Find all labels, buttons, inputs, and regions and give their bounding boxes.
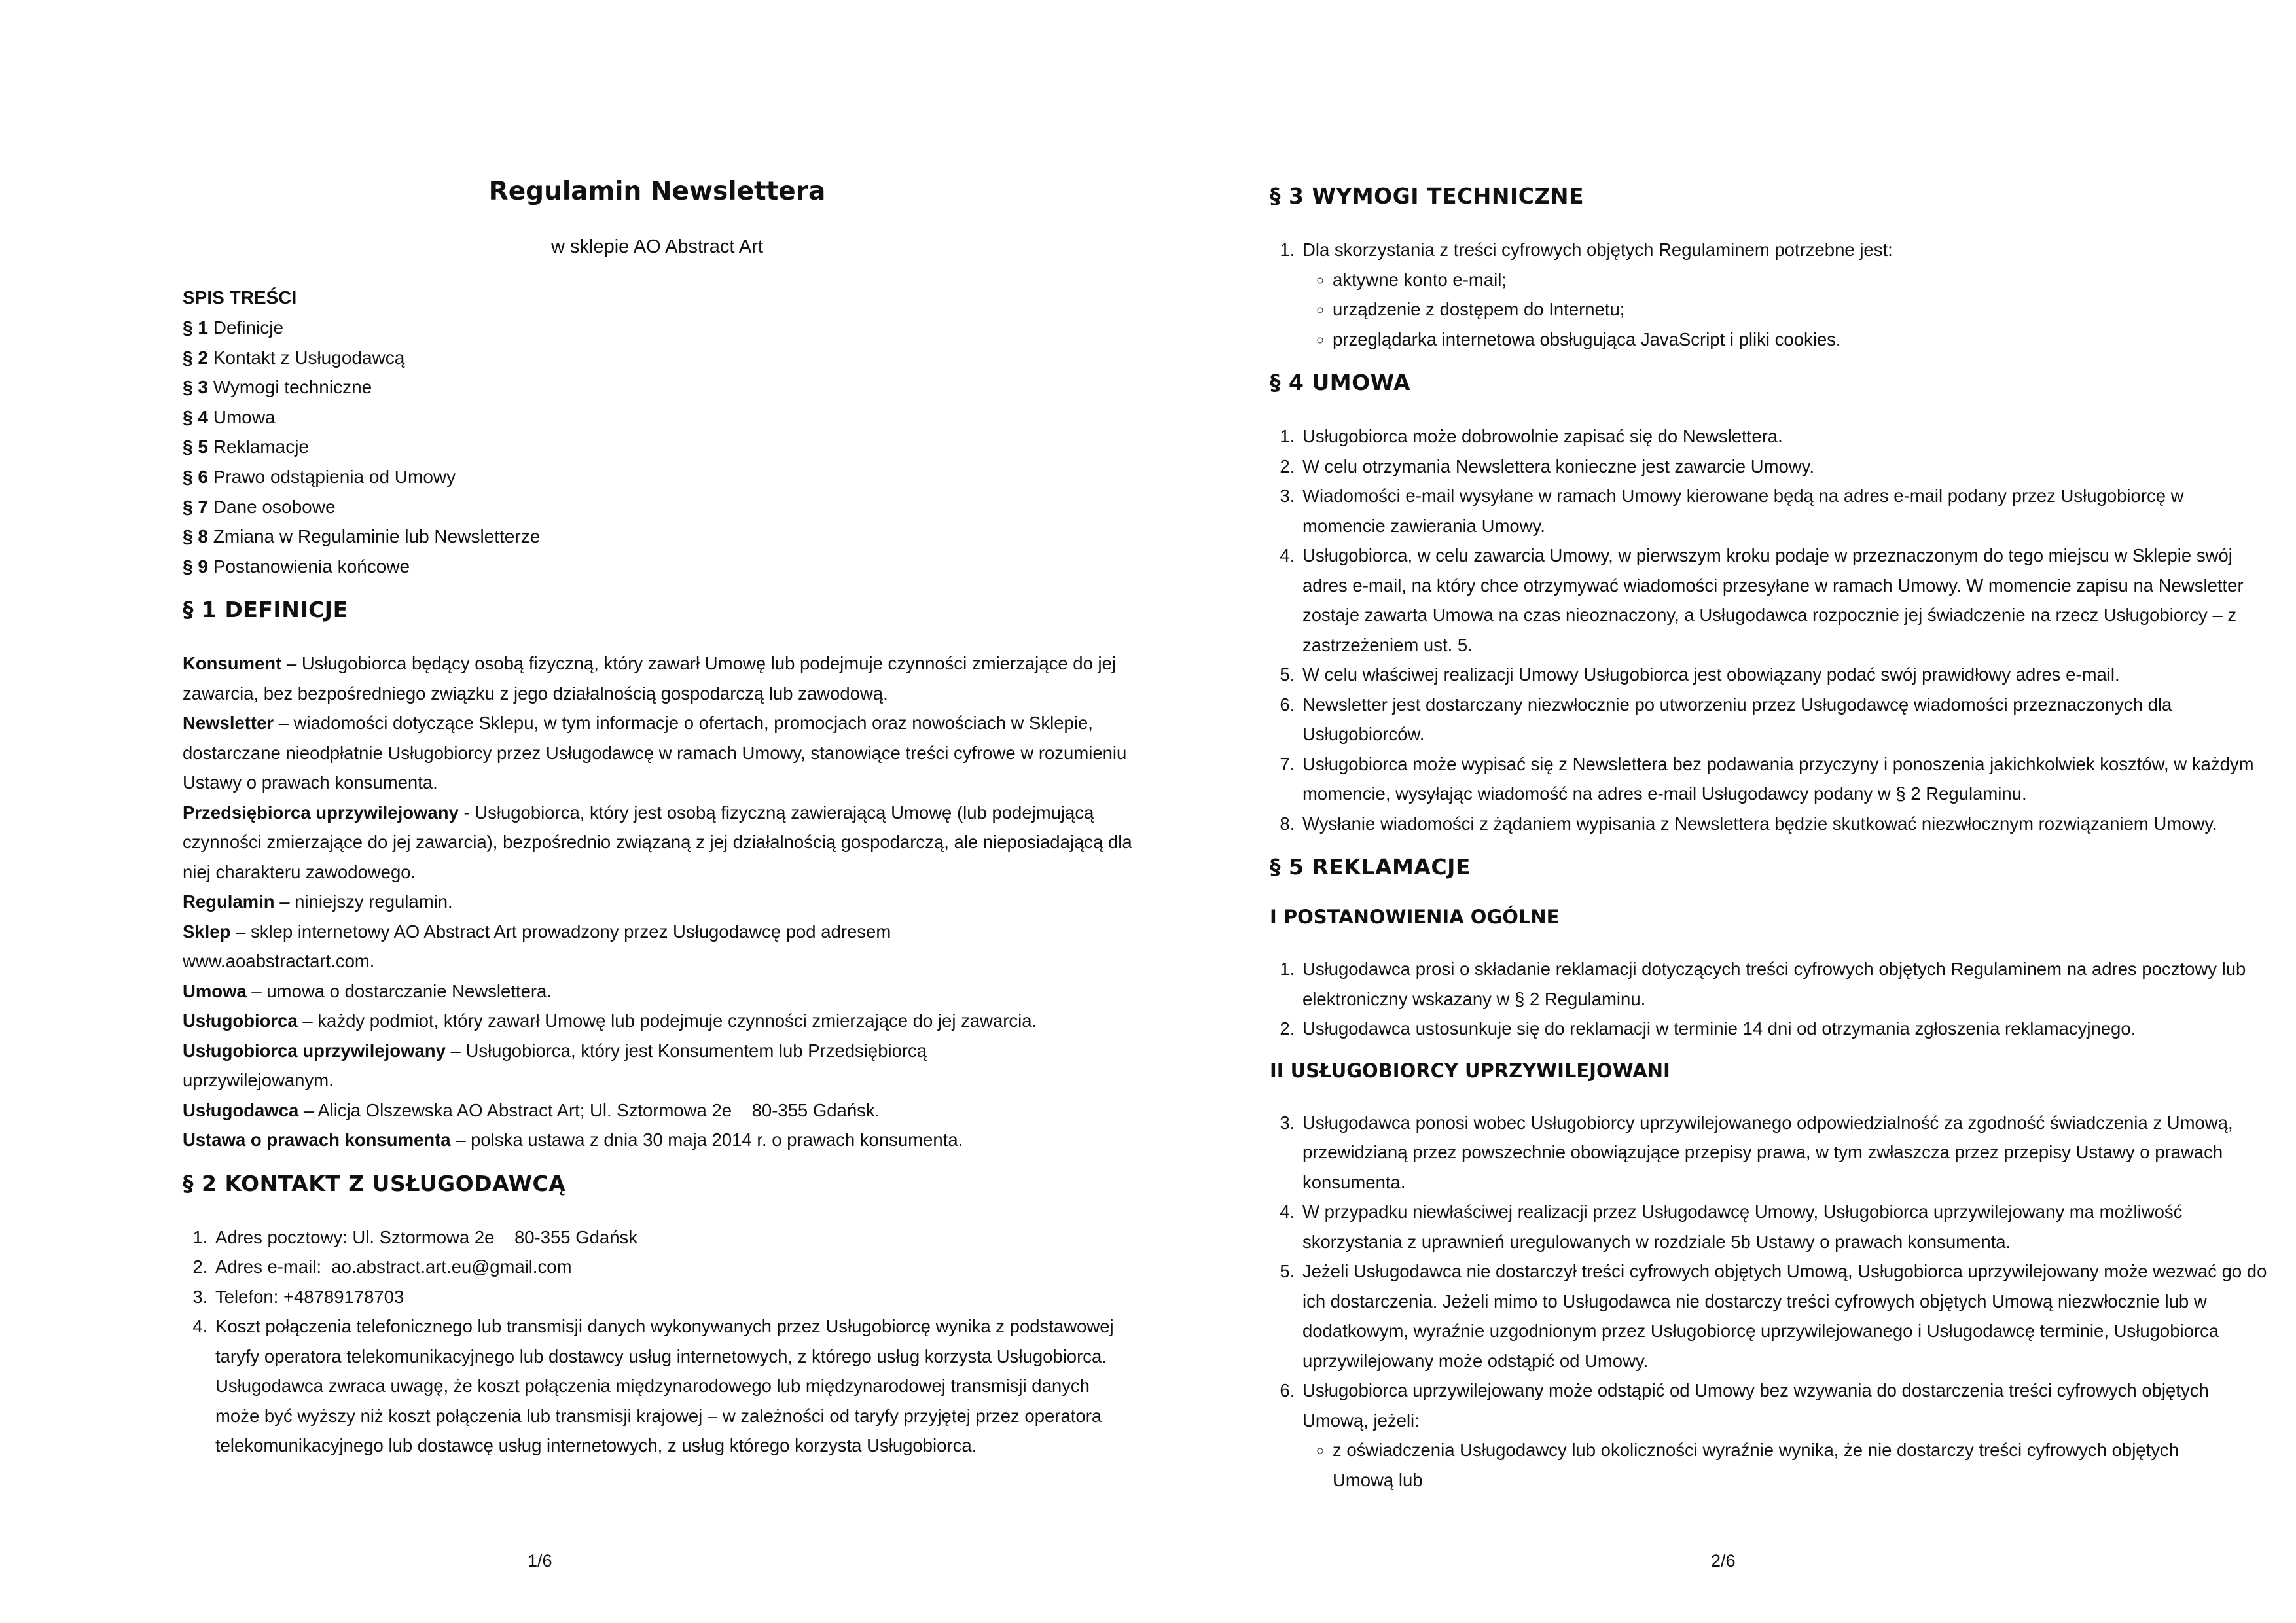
list-item: 1. Usługobiorca może dobrowolnie zapisać się do Newslettera. bbox=[1300, 421, 2271, 452]
list-item: 5. W celu właściwej realizacji Umowy Usługobiorca jest obowiązany podać swój prawidłowy adres e-mail. bbox=[1300, 660, 2271, 690]
agreement-list bbox=[1270, 421, 2271, 838]
toc-item[interactable] bbox=[183, 492, 1138, 522]
toc-item[interactable] bbox=[183, 552, 1138, 582]
toc-item[interactable] bbox=[183, 522, 1138, 552]
definition-term: Usługobiorca uprzywilejowany bbox=[183, 1040, 446, 1061]
list-item: 3. Wiadomości e-mail wysyłane w ramach Umowy kierowane będą na adres e-mail podany przez Usługobiorcę w momencie zawierania Umowy. bbox=[1300, 481, 2271, 541]
list-item bbox=[1300, 1376, 2271, 1495]
list-item-text: Dla skorzystania z treści cyfrowych objętych Regulaminem potrzebne jest: bbox=[1302, 240, 1893, 260]
page-1-content bbox=[183, 177, 1138, 1474]
definition bbox=[183, 649, 1138, 708]
list-item: 3. Telefon: +48789178703 bbox=[213, 1282, 1138, 1312]
list-item: 4. Usługobiorca, w celu zawarcia Umowy, w pierwszym kroku podaje w przeznaczonym do tego miejscu w Sklepie swój adres e-mail, na który chce otrzymywać wiadomości przesyłane w ramach Umowy. W momencie zapisu na Newsletter zostaje zawarta Umowa na czas nieoznaczony, a Usługodawca rozpocznie jej świadczenie na rzecz Usługobiorcy – z zastrzeżeniem ust. 5. bbox=[1300, 541, 2271, 660]
toc-item[interactable] bbox=[183, 343, 1138, 373]
toc-item-label: Definicje bbox=[213, 317, 284, 338]
definition-text: – Alicja Olszewska AO Abstract Art; Ul. Sztormowa 2e 80-355 Gdańsk. bbox=[298, 1099, 880, 1120]
definition-text: – niniejszy regulamin. bbox=[274, 891, 453, 912]
section-4-heading: § 4 UMOWA bbox=[1270, 370, 1411, 395]
definition-text: – polska ustawa z dnia 30 maja 2014 r. o prawach konsumenta. bbox=[450, 1130, 963, 1150]
toc-item-number: § 4 bbox=[183, 406, 208, 427]
section-2-heading: § 2 KONTAKT Z USŁUGODAWCĄ bbox=[183, 1170, 566, 1196]
definition bbox=[183, 1006, 1138, 1036]
subsection-heading: I POSTANOWIENIA OGÓLNE bbox=[1270, 906, 1560, 928]
toc-item[interactable] bbox=[183, 432, 1138, 462]
complaints-general-list bbox=[1270, 954, 2271, 1044]
list-item bbox=[1300, 235, 2271, 354]
definition-text: – umowa o dostarczanie Newslettera. bbox=[246, 980, 552, 1001]
table-of-contents bbox=[183, 313, 1138, 581]
page-2-content bbox=[1270, 183, 2271, 1508]
document-subtitle: w sklepie AO Abstract Art bbox=[551, 236, 763, 257]
list-item: 3. Usługodawca ponosi wobec Usługobiorcy uprzywilejowanego odpowiedzialność za zgodność świadczenia z Umową, przewidzianą przez powszechnie obowiązujące przepisy prawa, w tym zwłaszcza przez przepisy Ustawy o prawach konsumenta. bbox=[1300, 1108, 2271, 1198]
definition-term: Regulamin bbox=[183, 891, 275, 912]
list-item: 7. Usługobiorca może wypisać się z Newslettera bez podawania przyczyny i ponoszenia jakichkolwiek kosztów, w każdym momencie, wysyłając wiadomość na adres e-mail Usługodawcy podany w § 2 Regulaminu. bbox=[1300, 749, 2271, 809]
list-item: 2. Usługodawca ustosunkuje się do reklamacji w terminie 14 dni od otrzymania zgłoszenia reklamacyjnego. bbox=[1300, 1014, 2271, 1044]
toc-item-number: § 6 bbox=[183, 466, 208, 487]
section-3-heading: § 3 WYMOGI TECHNICZNE bbox=[1270, 183, 1585, 209]
list-item: 2. Adres e-mail: ao.abstract.art.eu@gmail.com bbox=[213, 1252, 1138, 1282]
toc-item-label: Umowa bbox=[213, 406, 276, 427]
definition bbox=[183, 1125, 1138, 1155]
toc-item-label: Prawo odstąpienia od Umowy bbox=[213, 466, 456, 487]
list-item: 5. Jeżeli Usługodawca nie dostarczył treści cyfrowych objętych Umową, Usługobiorca uprzywilejowany może wezwać go do ich dostarczenia. Jeżeli mimo to Usługodawca nie dostarczy treści cyfrowych objętych Umową niezwłocznie lub w dodatkowym, wyraźnie uzgodnionym przez Usługobiorcę uprzywilejowanego i Usługodawcę terminie, Usługobiorca uprzywilejowany może odstąpić od Umowy. bbox=[1300, 1257, 2271, 1376]
toc-item-label: Zmiana w Regulaminie lub Newsletterze bbox=[213, 526, 541, 547]
definition-term: Przedsiębiorca uprzywilejowany bbox=[183, 802, 459, 823]
document-title: Regulamin Newslettera bbox=[488, 177, 826, 206]
definition-term: Usługodawca bbox=[183, 1099, 299, 1120]
technical-requirements-list bbox=[1270, 235, 2271, 354]
toc-item[interactable] bbox=[183, 402, 1138, 433]
toc-item[interactable] bbox=[183, 462, 1138, 492]
definition-term: Konsument bbox=[183, 653, 282, 674]
definition-term: Usługobiorca bbox=[183, 1010, 298, 1031]
definition-term: Newsletter bbox=[183, 713, 274, 734]
definition bbox=[183, 976, 1138, 1007]
document-page-2 bbox=[1148, 0, 2296, 1623]
toc-item-label: Wymogi techniczne bbox=[213, 377, 372, 398]
section-5-heading: § 5 REKLAMACJE bbox=[1270, 854, 1471, 880]
list-item: 4. Koszt połączenia telefonicznego lub transmisji danych wykonywanych przez Usługobiorcę wynika z podstawowej taryfy operatora telekomunikacyjnego lub dostawcy usług internetowych, z którego usług korzysta Usługobiorca. Usługodawca zwraca uwagę, że koszt połączenia międzynarodowego lub międzynarodowej transmisji danych może być wyższy niż koszt połączenia lub transmisji krajowej – w zależności od taryfy przyjętej przez operatora telekomunikacyjnego lub dostawcę usług internetowych, z usług którego korzysta Usługobiorca. bbox=[213, 1311, 1138, 1461]
definition bbox=[183, 708, 1138, 798]
toc-item-number: § 9 bbox=[183, 556, 208, 577]
toc-item-label: Dane osobowe bbox=[213, 496, 336, 517]
list-item: 1. Adres pocztowy: Ul. Sztormowa 2e 80-355 Gdańsk bbox=[213, 1222, 1138, 1253]
definition bbox=[183, 887, 1138, 917]
definition-text: – Usługobiorca będący osobą fizyczną, który zawarł Umowę lub podejmuje czynności zmierzające do jej zawarcia, bez bezpośredniego związku z jego działalnością gospodarczą lub zawodową. bbox=[183, 653, 1117, 704]
toc-item-number: § 7 bbox=[183, 496, 208, 517]
definition bbox=[183, 1096, 1138, 1126]
toc-item-number: § 1 bbox=[183, 317, 208, 338]
sublist-item: ◦ aktywne konto e-mail; bbox=[1333, 265, 2271, 295]
definition bbox=[183, 798, 1138, 887]
list-item-text: Usługobiorca uprzywilejowany może odstąpić od Umowy bez wzywania do dostarczenia treści cyfrowych objętych Umową, jeżeli: bbox=[1302, 1380, 2209, 1431]
section-1-heading: § 1 DEFINICJE bbox=[183, 597, 348, 623]
toc-heading: SPIS TREŚCI bbox=[183, 287, 297, 308]
definition-term: Ustawa o prawach konsumenta bbox=[183, 1130, 451, 1150]
sublist bbox=[1302, 265, 2271, 355]
list-item: 6. Newsletter jest dostarczany niezwłocznie po utworzeniu przez Usługodawcę wiadomości przeznaczonych dla Usługobiorców. bbox=[1300, 690, 2271, 749]
sublist-item: ◦ przeglądarka internetowa obsługująca JavaScript i pliki cookies. bbox=[1333, 325, 2271, 355]
sublist bbox=[1302, 1435, 2183, 1495]
list-item: 4. W przypadku niewłaściwej realizacji przez Usługodawcę Umowy, Usługobiorca uprzywilejowany ma możliwość skorzystania z uprawnień uregulowanych w rozdziale 5b Ustawy o prawach konsumenta. bbox=[1300, 1197, 2271, 1257]
definition-text: – sklep internetowy AO Abstract Art prowadzony przez Usługodawcę pod adresem www.aoabstractart.com. bbox=[183, 921, 891, 972]
toc-item-label: Postanowienia końcowe bbox=[213, 556, 410, 577]
page-number: 2/6 bbox=[1711, 1551, 1736, 1571]
toc-item-label: Reklamacje bbox=[213, 437, 309, 457]
definition-text: – każdy podmiot, który zawarł Umowę lub podejmuje czynności zmierzające do jej zawarcia. bbox=[297, 1010, 1037, 1031]
privileged-clients-list bbox=[1270, 1108, 2271, 1495]
sublist-item: ◦ urządzenie z dostępem do Internetu; bbox=[1333, 294, 2271, 325]
list-item: 1. Usługodawca prosi o składanie reklamacji dotyczących treści cyfrowych objętych Regulaminem na adres pocztowy lub elektroniczny wskazany w § 2 Regulaminu. bbox=[1300, 954, 2271, 1014]
list-item: 8. Wysłanie wiadomości z żądaniem wypisania z Newslettera będzie skutkować niezwłocznym rozwiązaniem Umowy. bbox=[1300, 809, 2271, 839]
definition-text: – Usługobiorca, który jest Konsumentem lub Przedsiębiorcą uprzywilejowanym. bbox=[183, 1040, 927, 1091]
toc-item-number: § 8 bbox=[183, 526, 208, 547]
toc-item-label: Kontakt z Usługodawcą bbox=[213, 347, 405, 368]
toc-item-number: § 2 bbox=[183, 347, 208, 368]
definition-term: Sklep bbox=[183, 921, 231, 942]
list-item: 2. W celu otrzymania Newslettera konieczne jest zawarcie Umowy. bbox=[1300, 452, 2271, 482]
subsection-heading: II USŁUGOBIORCY UPRZYWILEJOWANI bbox=[1270, 1059, 1670, 1082]
toc-item-number: § 3 bbox=[183, 377, 208, 398]
toc-item-number: § 5 bbox=[183, 437, 208, 457]
toc-item[interactable] bbox=[183, 313, 1138, 343]
definition-text: – wiadomości dotyczące Sklepu, w tym informacje o ofertach, promocjach oraz nowościach w Sklepie, dostarczane nieodpłatnie Usługobiorcy przez Usługodawcę w ramach Umowy, stanowiące treści cyfrowe w rozumieniu Ustawy o prawach konsumenta. bbox=[183, 713, 1127, 793]
definition-term: Umowa bbox=[183, 980, 247, 1001]
sublist-item: ◦ z oświadczenia Usługodawcy lub okoliczności wyraźnie wynika, że nie dostarczy treści cyfrowych objętych Umową lub bbox=[1333, 1435, 2183, 1495]
contact-list bbox=[183, 1222, 1138, 1461]
definitions-list bbox=[183, 649, 1138, 1155]
definition bbox=[183, 1036, 1001, 1096]
page-number: 1/6 bbox=[528, 1551, 552, 1571]
definition bbox=[183, 917, 942, 976]
definition-text: - Usługobiorca, który jest osobą fizyczną zawierającą Umowę (lub podejmującą czynności zmierzające do jej zawarcia), bezpośrednio związaną z jej działalnością gospodarczą, ale nieposiadającą dla niej charakteru zawodowego. bbox=[183, 802, 1132, 882]
toc-item[interactable] bbox=[183, 372, 1138, 402]
